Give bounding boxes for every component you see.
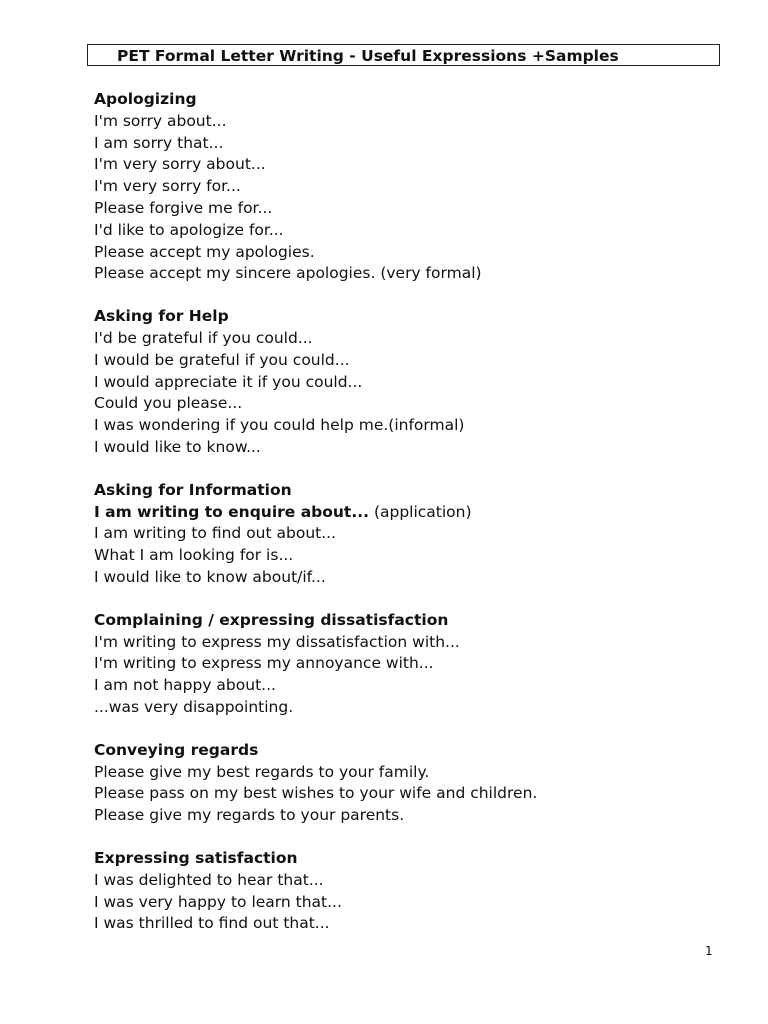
section-apologizing bbox=[94, 89, 734, 285]
expression-line: Please accept my apologies. bbox=[94, 242, 315, 261]
section-heading: Apologizing bbox=[94, 90, 197, 108]
expression-line: What I am looking for is... bbox=[94, 546, 294, 565]
section-heading: Asking for Help bbox=[94, 307, 229, 326]
lead-note-text: (application) bbox=[369, 502, 472, 521]
expression-line: I would appreciate it if you could... bbox=[94, 372, 363, 391]
document-content bbox=[94, 89, 734, 956]
expression-line: I was thrilled to find out that... bbox=[94, 914, 330, 933]
expression-line: Please give my best regards to your family. bbox=[94, 762, 430, 781]
expression-line-lead bbox=[94, 502, 734, 524]
expression-line: I would be grateful if you could... bbox=[94, 350, 350, 369]
expression-line: I'm writing to express my annoyance with... bbox=[94, 654, 434, 673]
expression-line: I'm very sorry about... bbox=[94, 155, 266, 174]
expression-line: I am writing to find out about... bbox=[94, 524, 337, 543]
expression-line: I'm sorry about... bbox=[94, 111, 227, 130]
page-number: 1 bbox=[705, 944, 713, 958]
expression-line: I'd like to apologize for... bbox=[94, 220, 284, 239]
section-heading: Complaining / expressing dissatisfaction bbox=[94, 610, 449, 629]
expression-line: I would like to know... bbox=[94, 437, 261, 456]
expression-line: I am not happy about... bbox=[94, 676, 276, 695]
expression-line: Could you please... bbox=[94, 394, 243, 413]
section-asking-for-information bbox=[94, 480, 734, 589]
expression-line: I was very happy to learn that... bbox=[94, 892, 342, 911]
title-box bbox=[87, 44, 720, 66]
expression-line: I'd be grateful if you could... bbox=[94, 328, 313, 347]
section-heading: Expressing satisfaction bbox=[94, 848, 298, 867]
document-title: PET Formal Letter Writing - Useful Expressions +Samples bbox=[117, 47, 619, 65]
expression-line: Please forgive me for... bbox=[94, 198, 273, 217]
section-heading: Asking for Information bbox=[94, 480, 292, 499]
expression-line: I'm writing to express my dissatisfaction with... bbox=[94, 632, 460, 651]
section-asking-for-help bbox=[94, 306, 734, 459]
expression-line: I am sorry that... bbox=[94, 133, 224, 152]
expression-line: ...was very disappointing. bbox=[94, 697, 294, 716]
expression-line: Please accept my sincere apologies. (very formal) bbox=[94, 264, 482, 283]
lead-bold-text: I am writing to enquire about... bbox=[94, 502, 370, 521]
section-expressing-satisfaction bbox=[94, 848, 734, 935]
expression-line: Please pass on my best wishes to your wife and children. bbox=[94, 784, 538, 803]
section-heading: Conveying regards bbox=[94, 740, 259, 759]
expression-line: I would like to know about/if... bbox=[94, 567, 326, 586]
expression-line: Please give my regards to your parents. bbox=[94, 806, 405, 825]
section-complaining bbox=[94, 610, 734, 719]
section-conveying-regards bbox=[94, 740, 734, 827]
expression-line: I was wondering if you could help me.(informal) bbox=[94, 416, 465, 435]
expression-line: I was delighted to hear that... bbox=[94, 870, 324, 889]
expression-line: I'm very sorry for... bbox=[94, 177, 241, 196]
